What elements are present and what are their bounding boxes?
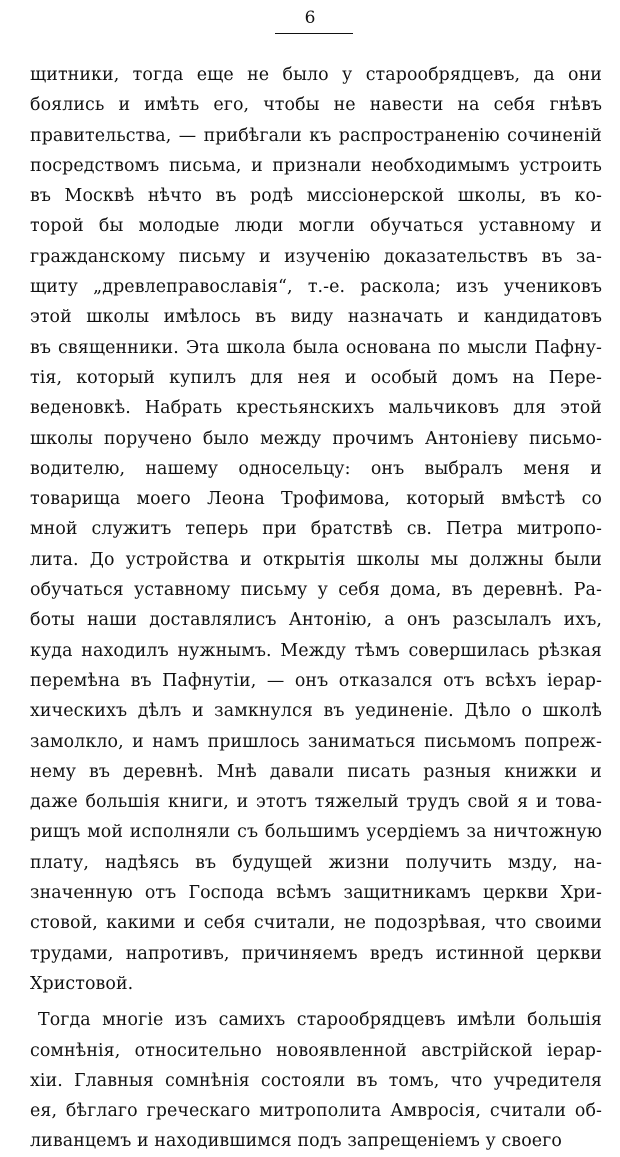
page-number-rule	[275, 33, 353, 34]
page-number: 6	[304, 8, 316, 28]
text-line: щиту „древлеправославія“, т.-е. раскола; изъ учениковъ	[30, 277, 602, 298]
paragraph	[30, 60, 602, 999]
text-line: товарища моего Леона Трофимова, который вмѣстѣ со	[30, 489, 602, 510]
text-line: куда находилъ нужнымъ. Между тѣмъ совершилась рѣзкая	[30, 640, 602, 661]
text-line: значенную отъ Господа всѣмъ защитникамъ церкви Хри-	[30, 883, 602, 904]
text-line: веденовкѣ. Набрать крестьянскихъ мальчиковъ для этой	[30, 398, 602, 419]
text-line: боялись и имѣть его, чтобы не навести на себя гнѣвъ	[30, 95, 602, 116]
text-line: посредствомъ письма, и признали необходимымъ устроить	[30, 155, 602, 176]
text-line: ливанцемъ и находившимся подъ запрещеніемъ у своего	[30, 1131, 562, 1152]
text-line: стовой, какими и себя считали, не подозрѣвая, что своими	[30, 913, 602, 934]
text-line: водителю, нашему односельцу: онъ выбралъ меня и	[30, 458, 602, 479]
text-line: боты наши доставлялисъ Антонію, а онъ разсылалъ ихъ,	[30, 610, 602, 631]
text-line: правительства, — прибѣгали къ распространенію сочиненій	[30, 125, 602, 146]
text-line: торой бы молодые люди могли обучаться уставному и	[30, 216, 602, 237]
text-line: щитники, тогда еще не было у старообрядцевъ, да они	[30, 65, 602, 85]
text-line: хическихъ дѣлъ и замкнулся въ уединеніе. Дѣло о школѣ	[30, 701, 602, 722]
text-line: этой школы имѣлось въ виду назначать и кандидатовъ	[30, 307, 602, 328]
text-line: въ священники. Эта школа была основана по мысли Пафну-	[30, 337, 602, 358]
text-line: даже большія книги, и этотъ тяжелый трудъ свой я и това-	[30, 792, 602, 813]
body-text	[30, 60, 602, 1157]
text-line: лита. До устройства и открытія школы мы должны были	[30, 549, 602, 570]
text-line: тія, который купилъ для нея и особый домъ на Пере-	[30, 367, 602, 388]
text-line: трудами, напротивъ, причиняемъ вредъ истинной церкви	[30, 943, 602, 964]
text-line: мной служитъ теперь при братствѣ св. Петра митропо-	[30, 519, 602, 540]
text-line: перемѣна въ Пафнутіи, — онъ отказался отъ всѣхъ іерар-	[30, 670, 602, 691]
text-line: школы поручено было между прочимъ Антоніеву письмо-	[30, 428, 602, 449]
text-line: нему въ деревнѣ. Мнѣ давали писать разныя книжки и	[30, 761, 602, 782]
text-line: рищъ мой исполняли съ большимъ усердіемъ за ничтожную	[30, 822, 602, 843]
text-line: обучаться уставному письму у себя дома, въ деревнѣ. Ра-	[30, 580, 602, 601]
text-line: плату, надѣясь въ будущей жизни получить мзду, на-	[30, 852, 602, 873]
text-line: сомнѣнія, относительно новоявленной австрійской іерар-	[30, 1040, 602, 1061]
text-line: Христовой.	[30, 973, 134, 994]
text-line: гражданскому письму и изученію доказательствъ въ за-	[30, 246, 602, 267]
text-line: ея, бѣглаго греческаго митрополита Амвросія, считали об-	[30, 1101, 602, 1122]
text-line: хіи. Главныя сомнѣнія состояли въ томъ, что учредителя	[30, 1070, 602, 1091]
text-line: замолкло, и намъ пришлось заниматься письмомъ попреж-	[30, 731, 602, 752]
text-line: въ Москвѣ нѣчто въ родѣ миссіонерской школы, въ ко-	[30, 186, 602, 207]
text-line: Тогда многіе изъ самихъ старообрядцевъ имѣли большія	[38, 1010, 602, 1031]
